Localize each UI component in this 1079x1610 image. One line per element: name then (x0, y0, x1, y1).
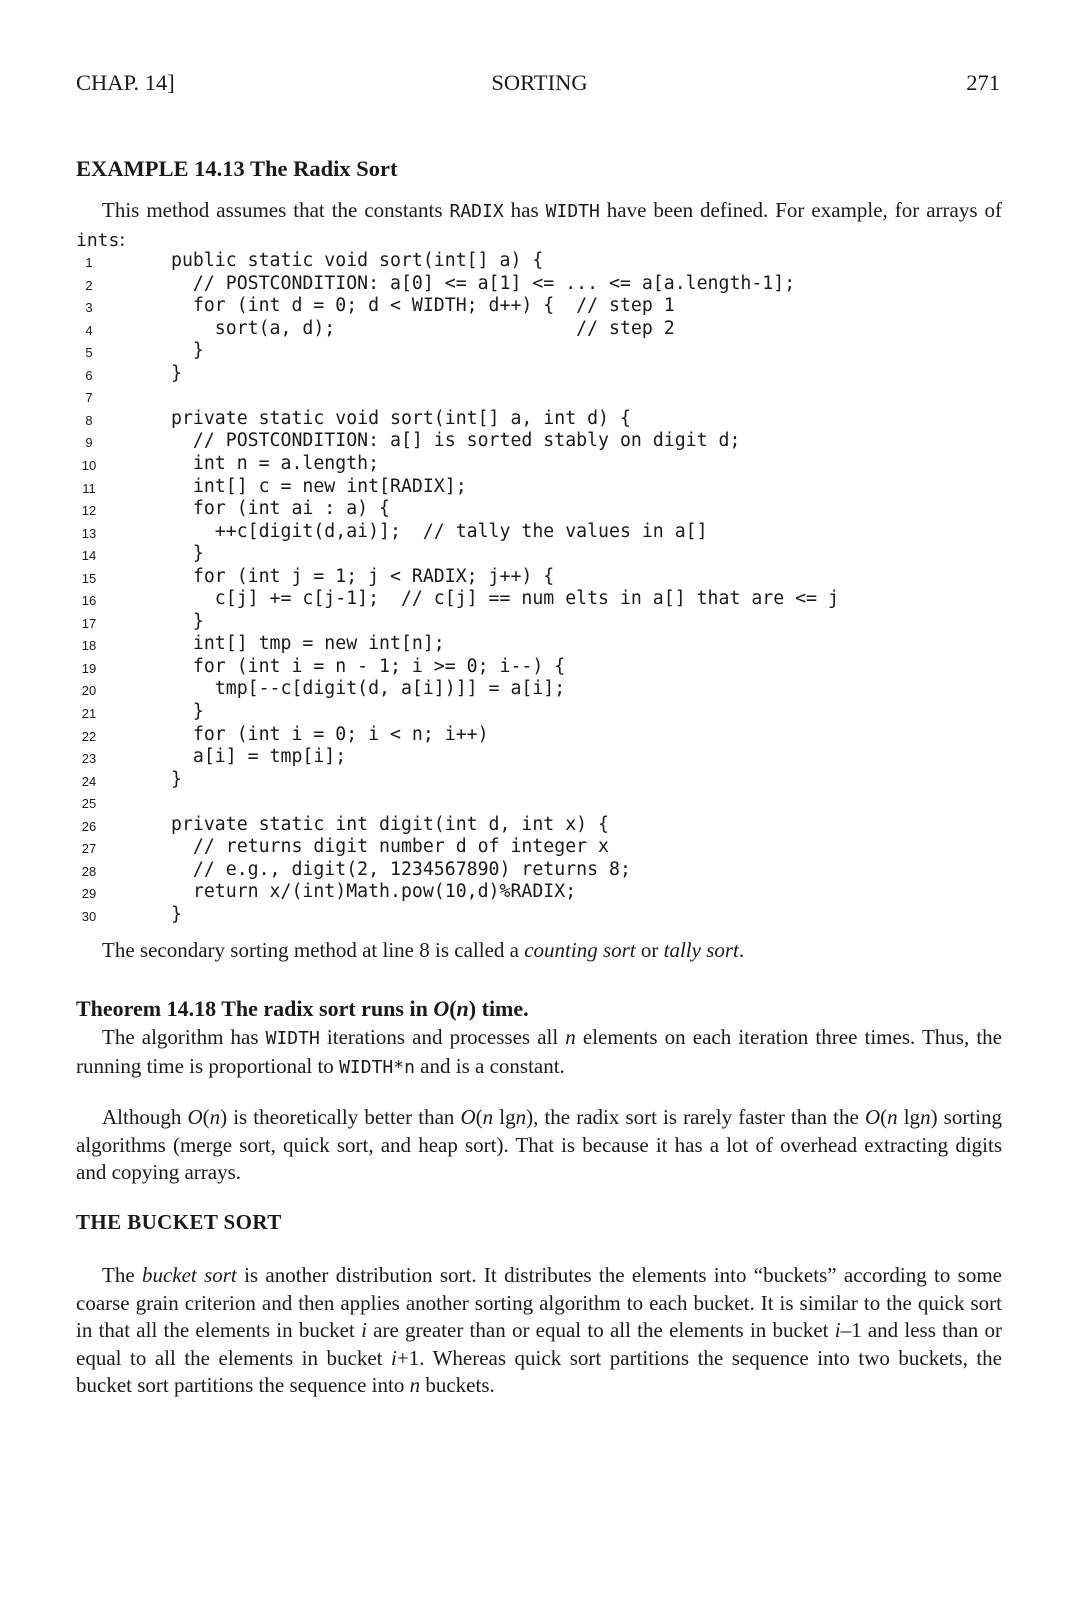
code-line (0, 408, 1079, 431)
code-line-text: } (171, 610, 204, 632)
code-line (0, 611, 1079, 634)
code-line-number: 17 (81, 615, 97, 631)
code-line (0, 318, 1079, 341)
code-line-number: 21 (81, 706, 97, 721)
code-line-number: 12 (81, 503, 97, 519)
code-line (0, 295, 1079, 318)
code-line-number: 23 (81, 751, 97, 767)
code-line-text: } (171, 701, 204, 722)
code-line (0, 430, 1079, 453)
comparison-paragraph: Although O(n) is theoretically better than O(n lgn), the radix sort is rarely faster than the O(n lgn) sorting algorithms (merge sort, quick sort, and heap sort). That is because it has a lot of overhead extracting digits and copying arrays. (76, 1105, 1002, 1184)
code-line-text: } (171, 768, 182, 790)
code-line-text: } (171, 340, 204, 362)
code-line-number: 22 (81, 728, 97, 744)
code-line (0, 701, 1079, 724)
code-line (0, 273, 1079, 296)
code-line (0, 836, 1079, 859)
example-note: The secondary sorting method at line 8 is called a counting sort or tally sort. (102, 938, 745, 962)
code-line-number: 25 (81, 796, 97, 812)
code-line (0, 859, 1079, 882)
code-line-number: 19 (81, 660, 97, 676)
example-intro: This method assumes that the constants RADIX has WIDTH have been defined. For example, for arrays of ints: (76, 198, 1002, 251)
code-line-number: 30 (81, 908, 97, 924)
code-line (0, 746, 1079, 769)
code-line (0, 521, 1079, 544)
code-line (0, 633, 1079, 656)
code-line-text: c[j] += c[j-1]; // c[j] == num elts in a[] that are <= j (171, 588, 839, 610)
code-line-number: 20 (81, 683, 97, 699)
code-line-text: for (int i = 0; i < n; i++) (171, 723, 489, 745)
code-line (0, 566, 1079, 589)
code-line-number: 4 (85, 322, 93, 338)
code-line-number: 26 (81, 818, 97, 834)
code-line (0, 724, 1079, 747)
code-line-number: 29 (81, 886, 97, 902)
code-line-text: for (int i = n - 1; i >= 0; i--) { (171, 655, 566, 677)
code-line (0, 678, 1079, 701)
code-line-number: 8 (85, 412, 93, 428)
code-line-text: public static void sort(int[] a) { (171, 250, 544, 271)
code-line-text: // POSTCONDITION: a[] is sorted stably on digit d; (171, 430, 741, 452)
code-line (0, 904, 1079, 927)
code-line-number: 10 (81, 457, 97, 473)
code-line (0, 476, 1079, 499)
code-line-number: 9 (85, 435, 93, 451)
chapter-label: CHAP. 14] (76, 70, 175, 95)
code-line-text: // returns digit number d of integer x (171, 836, 609, 858)
code-line-number: 6 (85, 367, 93, 383)
code-line-number: 11 (82, 480, 96, 496)
code-line (0, 881, 1079, 904)
code-line (0, 588, 1079, 611)
code-line-number: 15 (81, 570, 97, 586)
code-line-text: // POSTCONDITION: a[0] <= a[1] <= ... <= a[a.length-1]; (171, 272, 796, 294)
code-line-text: } (171, 362, 182, 384)
running-title: SORTING (491, 70, 588, 95)
code-line-number: 14 (81, 548, 97, 564)
code-line-number: 5 (85, 345, 93, 361)
code-line-text: int n = a.length; (171, 452, 380, 474)
code-line-text: int[] tmp = new int[n]; (171, 633, 445, 655)
code-line (0, 814, 1079, 837)
code-line-number: 18 (81, 638, 97, 654)
example-title: EXAMPLE 14.13 The Radix Sort (76, 156, 398, 181)
code-line-text: } (171, 543, 204, 565)
code-line-number: 2 (85, 277, 93, 293)
bucket-paragraph: The bucket sort is another distribution sort. It distributes the elements into “buckets” according to some coarse grain criterion and then applies another sorting algorithm to each bucket. It is similar to the quick sort in that all the elements in bucket i are greater than or equal to all the elements in bucket i–1 and less than or equal to all the elements in bucket i+1. Whereas quick sort partitions the sequence into two buckets, the bucket sort partitions the sequence into n buckets. (76, 1263, 1002, 1397)
code-line-number: 13 (81, 525, 97, 541)
code-line (0, 656, 1079, 679)
code-line-text: } (171, 903, 182, 925)
code-line (0, 498, 1079, 521)
code-line (0, 340, 1079, 363)
code-line-number: 24 (81, 773, 97, 789)
code-line-text: for (int ai : a) { (171, 498, 390, 520)
code-line-number: 27 (81, 841, 97, 857)
code-line (0, 250, 1079, 273)
code-line-text: for (int j = 1; j < RADIX; j++) { (171, 565, 555, 587)
section-heading: THE BUCKET SORT (76, 1210, 282, 1234)
code-line-text: private static void sort(int[] a, int d) { (171, 407, 631, 429)
code-line (0, 385, 1079, 408)
code-line-text: for (int d = 0; d < WIDTH; d++) { // step 1 (171, 295, 675, 317)
code-line (0, 769, 1079, 792)
code-line-text: sort(a, d); // step 2 (171, 317, 675, 339)
theorem-proof: The algorithm has WIDTH iterations and processes all n elements on each iteration three times. Thus, the running time is proportional to WIDTH*n and is a constant. (76, 1025, 1002, 1078)
theorem-title: Theorem 14.18 The radix sort runs in O(n) time. (76, 996, 529, 1021)
code-line-text: int[] c = new int[RADIX]; (171, 475, 467, 497)
code-line-text: ++c[digit(d,ai)]; // tally the values in a[] (171, 520, 708, 542)
code-line-text: a[i] = tmp[i]; (171, 746, 347, 768)
page-number: 271 (966, 70, 1000, 95)
code-line-number: 28 (81, 863, 97, 879)
code-line-text: tmp[--c[digit(d, a[i])]] = a[i]; (171, 678, 566, 700)
code-line-number: 7 (85, 390, 93, 406)
code-line-text: // e.g., digit(2, 1234567890) returns 8; (171, 858, 631, 880)
code-line-number: 3 (85, 300, 93, 316)
code-line (0, 543, 1079, 566)
code-line (0, 453, 1079, 476)
code-line (0, 363, 1079, 386)
code-line-number: 1 (85, 255, 93, 270)
code-line-text: private static int digit(int d, int x) { (171, 813, 609, 835)
code-line-text: return x/(int)Math.pow(10,d)%RADIX; (171, 881, 577, 903)
code-line (0, 791, 1079, 814)
code-line-number: 16 (81, 593, 97, 609)
